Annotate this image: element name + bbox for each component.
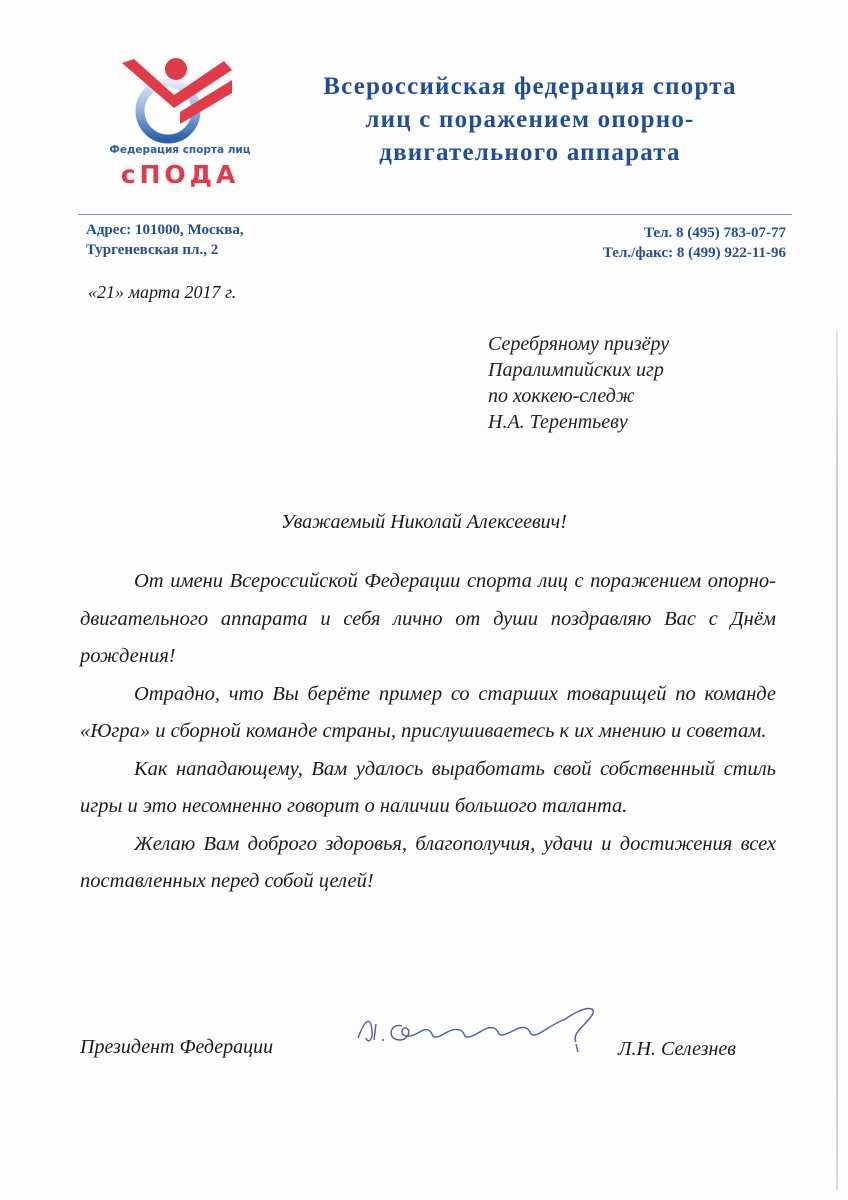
spoda-emblem-icon	[116, 50, 244, 145]
federation-logo	[100, 50, 260, 200]
organization-title	[280, 70, 780, 169]
address-line: Адрес: 101000, Москва,	[86, 222, 244, 238]
signatory-name: Л.Н. Селезнев	[618, 1038, 736, 1060]
recipient-block	[488, 331, 669, 435]
recipient-name: Н.А. Терентьеву	[488, 411, 628, 433]
salutation: Уважаемый Николай Алексеевич!	[281, 511, 567, 533]
body-paragraph: Как нападающему, Вам удалось выработать свой собственный стиль игры и это несомненно говорит о наличии большого таланта.	[80, 757, 776, 817]
phone-line: Тел. 8 (495) 783-07-77	[644, 225, 786, 241]
letter-body	[80, 563, 776, 901]
organization-title-line: лиц с поражением опорно-	[365, 106, 695, 133]
handwritten-signature-icon	[350, 1000, 620, 1060]
logo-brand: сПОДА	[120, 160, 240, 189]
letter-date: «21» марта 2017 г.	[88, 282, 237, 302]
scan-edge-line	[836, 330, 838, 1190]
body-paragraph: Отрадно, что Вы берёте пример со старших товарищей по команде «Югра» и сборной команде страны, прислушиваетесь к их мнению и советам.	[80, 682, 776, 742]
address-block	[86, 220, 244, 260]
organization-title-line: двигательного аппарата	[379, 139, 681, 166]
body-paragraph: От имени Всероссийской Федерации спорта лиц с поражением опорно-двигательного аппарата и себя лично от души поздравляю Вас с Днём рождения!	[80, 570, 776, 667]
header-divider	[78, 214, 792, 215]
logo-caption: Федерация спорта лиц	[109, 144, 251, 156]
body-paragraph: Желаю Вам доброго здоровья, благополучия, удачи и достижения всех поставленных перед собой целей!	[80, 832, 776, 892]
organization-title-line: Всероссийская федерация спорта	[323, 73, 737, 100]
signatory-role: Президент Федерации	[80, 1036, 274, 1058]
address-line: Тургеневская пл., 2	[86, 242, 219, 258]
phone-block	[603, 223, 786, 263]
recipient-line: Паралимпийских игр	[488, 359, 664, 381]
recipient-line: Серебряному призёру	[488, 333, 670, 355]
recipient-line: по хоккею-следж	[488, 385, 635, 407]
fax-line: Тел./факс: 8 (499) 922-11-96	[602, 245, 786, 261]
